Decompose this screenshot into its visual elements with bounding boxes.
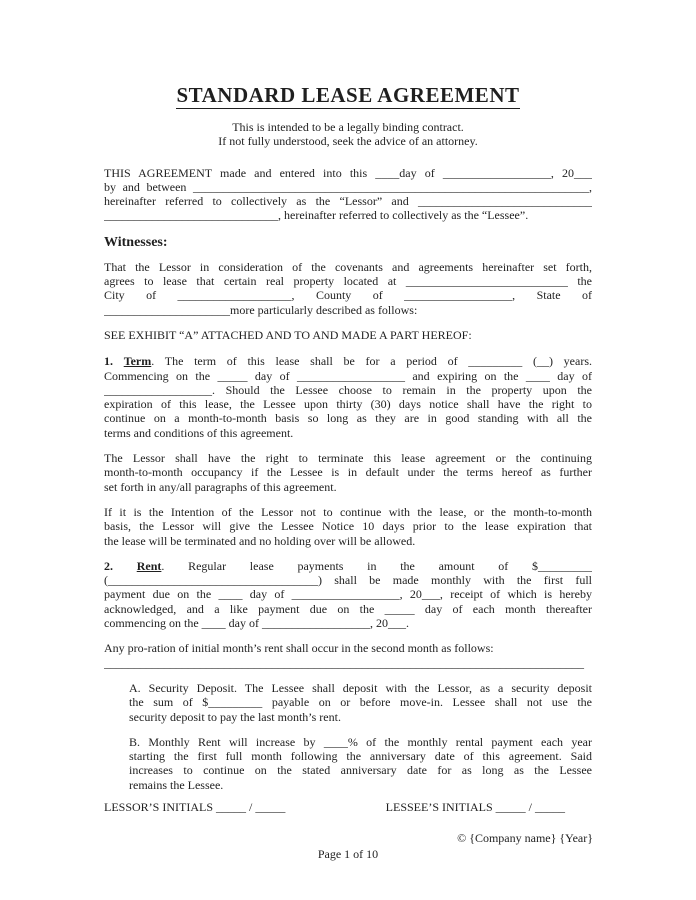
text-line: _____________________more particularly described as follows: xyxy=(104,302,418,317)
footer-page-number: Page 1 of 10 xyxy=(317,847,379,861)
text-line: set forth in any/all paragraphs of this agreement. xyxy=(104,479,337,494)
term-section-label: Term xyxy=(123,354,152,369)
term-first-line xyxy=(104,354,592,368)
text-line: __________________. Should the Lessee choose to remain in the property upon the xyxy=(104,382,592,397)
text-line: the sum of $_________ payable on or before move-in. Lessee shall not use the xyxy=(129,695,592,710)
text-line: remains the Lessee. xyxy=(129,777,224,792)
witnesses-paragraph xyxy=(104,260,592,317)
text-line: increases to continue on the stated anniversary date for as long as the Lessee xyxy=(129,763,592,778)
rent-lines xyxy=(104,573,592,630)
term-lines xyxy=(104,369,592,440)
text-line: _____________________________, hereinafter referred to collectively as the “Lessee”. xyxy=(104,208,529,223)
intro-lines xyxy=(104,166,592,223)
text-line: the lease will be terminated and no holding over will be allowed. xyxy=(104,533,416,548)
text-line: The Lessor shall have the right to terminate this lease agreement or the continuing xyxy=(104,451,592,466)
security-deposit-paragraph xyxy=(104,681,592,724)
intention-paragraph xyxy=(104,505,592,548)
binding-contract-notice xyxy=(104,120,592,149)
intention-lines xyxy=(104,505,592,548)
rent-section-number: 2. xyxy=(104,558,113,573)
document-title-text: STANDARD LEASE AGREEMENT xyxy=(176,83,520,107)
text-line: expiration of this lease, the Lessee upon thirty (30) days notice shall have the right to xyxy=(104,397,592,412)
text-line: starting the first full month following the anniversary date of this agreement. Said xyxy=(129,749,592,764)
proration-text: Any pro-ration of initial month’s rent shall occur in the second month as follows: xyxy=(104,641,494,656)
intro-paragraph xyxy=(104,166,592,223)
termination-lines xyxy=(104,451,592,494)
exhibit-text: SEE EXHIBIT “A” ATTACHED AND TO AND MADE A PART HEREOF: xyxy=(104,327,472,342)
text-line: hereinafter referred to collectively as the “Lessor” and _____________________________ xyxy=(104,194,592,209)
rent-section-label: Rent xyxy=(136,558,162,573)
text-line: basis, the Lessor will give the Lessee Notice 10 days prior to the lease expiration that xyxy=(104,519,592,534)
term-section-number: 1. xyxy=(104,354,113,369)
text-line: acknowledged, and a like payment due on the _____ day of each month thereafter xyxy=(104,601,592,616)
text-line: terms and conditions of this agreement. xyxy=(104,425,294,440)
text-line: If it is the Intention of the Lessor not to continue with the lease, or the month-to-month xyxy=(104,504,592,519)
text-line: City of ___________________, County of __________________, State of xyxy=(104,288,592,303)
section-term xyxy=(104,354,592,440)
text-line: month-to-month occupancy if the Lessee is in default under the terms hereof as further xyxy=(104,465,592,480)
text-line: Commencing on the _____ day of __________________ and expiring on the ____ day of xyxy=(104,368,592,383)
witnesses-lines xyxy=(104,260,592,317)
termination-paragraph xyxy=(104,451,592,494)
text-line: That the Lessor in consideration of the covenants and agreements hereinafter set forth, xyxy=(104,259,592,274)
text-line: (___________________________________) shall be made monthly with the first full xyxy=(104,573,592,588)
text-line: A. Security Deposit. The Lessee shall deposit with the Lessor, as a security deposit xyxy=(129,680,592,695)
notice-line-1: This is intended to be a legally binding contract. xyxy=(232,120,464,134)
document-title xyxy=(104,83,592,107)
proration-paragraph xyxy=(104,641,592,670)
text-line: agrees to lease that certain real property located at ___________________________ the xyxy=(104,274,592,289)
lessee-initials-line: LESSEE’S INITIALS _____ / _____ xyxy=(385,799,565,814)
exhibit-line xyxy=(104,328,592,342)
security-deposit-lines xyxy=(129,681,592,724)
footer-copyright: © {Company name} {Year} xyxy=(457,831,593,845)
text-line: THIS AGREEMENT made and entered into this ____day of __________________, 20___ xyxy=(104,165,592,180)
text-line: commencing on the ____ day of __________________, 20___. xyxy=(104,616,409,631)
text-line: continue on a month-to-month basis so long as they are in good standing with all the xyxy=(104,411,592,426)
rent-first-line xyxy=(104,559,592,573)
term-first-line-rest: . The term of this lease shall be for a period of _________ (__) years. xyxy=(151,354,592,369)
notice-line-2: If not fully understood, seek the advice of an attorney. xyxy=(218,134,478,149)
rent-first-line-rest: . Regular lease payments in the amount of $_________ xyxy=(161,558,592,573)
witnesses-heading: Witnesses: xyxy=(104,234,168,250)
rent-increase-paragraph xyxy=(104,735,592,792)
initials-row xyxy=(104,800,592,814)
text-line: security deposit to pay the last month’s rent. xyxy=(129,709,341,724)
text-line: B. Monthly Rent will increase by ____% of the monthly rental payment each year xyxy=(129,734,592,749)
text-line: by and between __________________________________________________________________, xyxy=(104,179,592,194)
lessor-initials-line: LESSOR’S INITIALS _____ / _____ xyxy=(104,799,286,814)
text-line: payment due on the ____ day of __________________, 20___, receipt of which is hereby xyxy=(104,587,592,602)
rent-increase-lines xyxy=(129,735,592,792)
section-rent xyxy=(104,559,592,630)
proration-blank-line: ________________________________________________________________________________ xyxy=(104,655,584,670)
